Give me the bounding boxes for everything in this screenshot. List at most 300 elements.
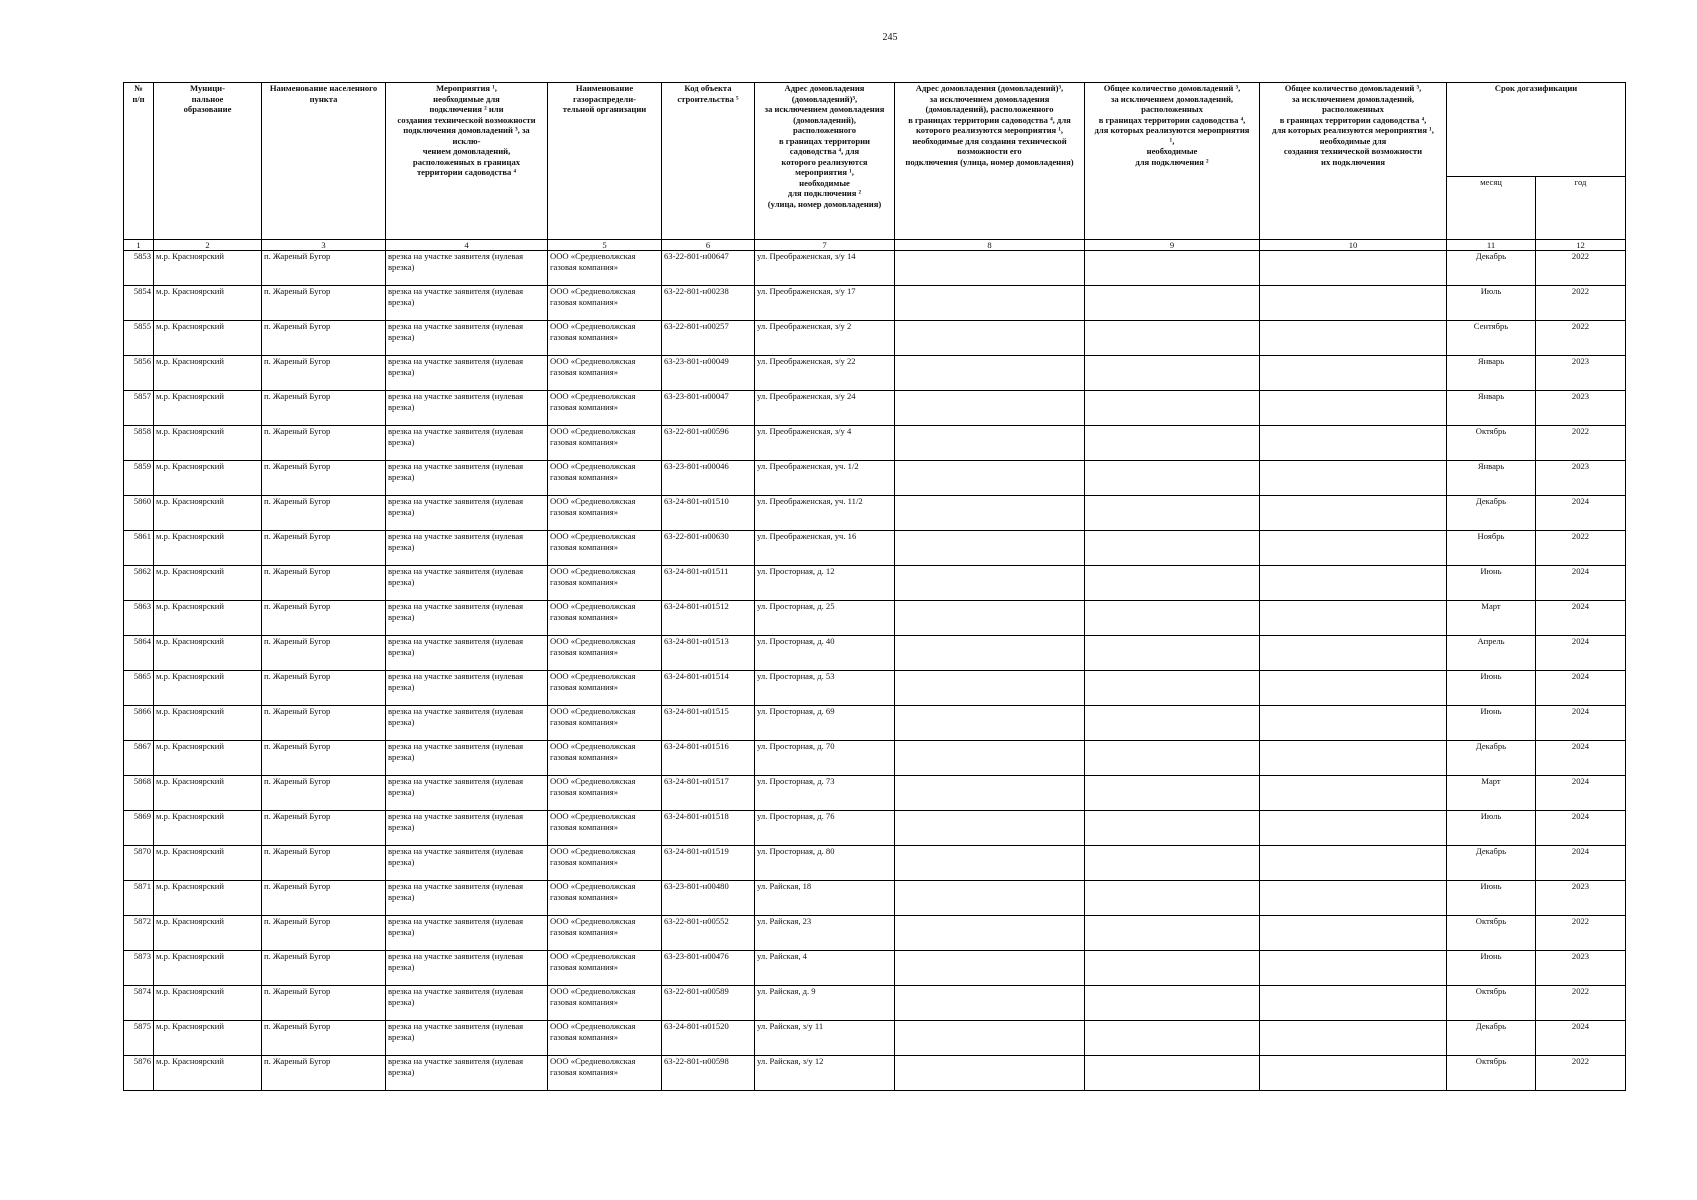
address-technical-cell xyxy=(895,356,1085,391)
table-row xyxy=(124,636,1626,671)
address-technical-cell xyxy=(895,426,1085,461)
organization-cell: ООО «Средневолжская газовая компания» xyxy=(548,426,662,461)
address-technical-cell xyxy=(895,321,1085,356)
settlement-cell: п. Жареный Бугор xyxy=(262,251,386,286)
organization-cell: ООО «Средневолжская газовая компания» xyxy=(548,391,662,426)
count-technical-cell xyxy=(1260,531,1447,566)
address-technical-cell xyxy=(895,286,1085,321)
month-cell: Декабрь xyxy=(1447,251,1536,286)
address-cell: ул. Райская, з/у 12 xyxy=(755,1056,895,1091)
address-technical-cell xyxy=(895,566,1085,601)
address-technical-cell xyxy=(895,986,1085,1021)
month-cell: Декабрь xyxy=(1447,846,1536,881)
organization-cell: ООО «Средневолжская газовая компания» xyxy=(548,846,662,881)
count-connection-cell xyxy=(1085,636,1260,671)
row-number: 5875 xyxy=(124,1021,154,1056)
count-technical-cell xyxy=(1260,776,1447,811)
settlement-cell: п. Жареный Бугор xyxy=(262,356,386,391)
event-cell: врезка на участке заявителя (нулевая врезка) xyxy=(386,986,548,1021)
count-connection-cell xyxy=(1085,356,1260,391)
month-cell: Март xyxy=(1447,601,1536,636)
object-code-cell: 63-22-801-н00630 xyxy=(662,531,755,566)
header-row xyxy=(124,83,1626,177)
municipality-cell: м.р. Красноярский xyxy=(154,496,262,531)
address-technical-cell xyxy=(895,776,1085,811)
count-connection-cell xyxy=(1085,916,1260,951)
column-number: 10 xyxy=(1260,240,1447,251)
count-technical-cell xyxy=(1260,846,1447,881)
address-cell: ул. Преображенская, уч. 1/2 xyxy=(755,461,895,496)
count-connection-cell xyxy=(1085,426,1260,461)
address-technical-cell xyxy=(895,461,1085,496)
settlement-cell: п. Жареный Бугор xyxy=(262,846,386,881)
header-object-code: Код объекта строительства ⁵ xyxy=(662,83,755,240)
table-row xyxy=(124,706,1626,741)
municipality-cell: м.р. Красноярский xyxy=(154,1021,262,1056)
row-number: 5859 xyxy=(124,461,154,496)
year-cell: 2023 xyxy=(1536,461,1626,496)
object-code-cell: 63-24-801-н01515 xyxy=(662,706,755,741)
year-cell: 2024 xyxy=(1536,636,1626,671)
table-row xyxy=(124,811,1626,846)
table-row xyxy=(124,916,1626,951)
count-technical-cell xyxy=(1260,426,1447,461)
table-row xyxy=(124,286,1626,321)
table-row xyxy=(124,881,1626,916)
address-technical-cell xyxy=(895,601,1085,636)
organization-cell: ООО «Средневолжская газовая компания» xyxy=(548,566,662,601)
count-technical-cell xyxy=(1260,916,1447,951)
organization-cell: ООО «Средневолжская газовая компания» xyxy=(548,916,662,951)
event-cell: врезка на участке заявителя (нулевая врезка) xyxy=(386,741,548,776)
organization-cell: ООО «Средневолжская газовая компания» xyxy=(548,461,662,496)
month-cell: Январь xyxy=(1447,391,1536,426)
settlement-cell: п. Жареный Бугор xyxy=(262,496,386,531)
event-cell: врезка на участке заявителя (нулевая врезка) xyxy=(386,356,548,391)
month-cell: Июль xyxy=(1447,811,1536,846)
object-code-cell: 63-22-801-н00598 xyxy=(662,1056,755,1091)
year-cell: 2024 xyxy=(1536,776,1626,811)
month-cell: Июнь xyxy=(1447,671,1536,706)
column-number: 2 xyxy=(154,240,262,251)
settlement-cell: п. Жареный Бугор xyxy=(262,391,386,426)
object-code-cell: 63-24-801-н01513 xyxy=(662,636,755,671)
count-technical-cell xyxy=(1260,706,1447,741)
object-code-cell: 63-22-801-н00238 xyxy=(662,286,755,321)
year-cell: 2024 xyxy=(1536,846,1626,881)
row-number: 5863 xyxy=(124,601,154,636)
column-number: 3 xyxy=(262,240,386,251)
column-number: 1 xyxy=(124,240,154,251)
month-cell: Октябрь xyxy=(1447,426,1536,461)
table-row xyxy=(124,531,1626,566)
address-technical-cell xyxy=(895,531,1085,566)
table-row xyxy=(124,391,1626,426)
month-cell: Октябрь xyxy=(1447,916,1536,951)
address-technical-cell xyxy=(895,1056,1085,1091)
organization-cell: ООО «Средневолжская газовая компания» xyxy=(548,706,662,741)
organization-cell: ООО «Средневолжская газовая компания» xyxy=(548,986,662,1021)
organization-cell: ООО «Средневолжская газовая компания» xyxy=(548,951,662,986)
object-code-cell: 63-23-801-н00480 xyxy=(662,881,755,916)
object-code-cell: 63-22-801-н00552 xyxy=(662,916,755,951)
municipality-cell: м.р. Красноярский xyxy=(154,531,262,566)
settlement-cell: п. Жареный Бугор xyxy=(262,531,386,566)
address-cell: ул. Преображенская, уч. 16 xyxy=(755,531,895,566)
address-technical-cell xyxy=(895,706,1085,741)
count-technical-cell xyxy=(1260,1021,1447,1056)
count-technical-cell xyxy=(1260,636,1447,671)
month-cell: Ноябрь xyxy=(1447,531,1536,566)
address-technical-cell xyxy=(895,881,1085,916)
address-technical-cell xyxy=(895,391,1085,426)
gasification-table xyxy=(123,82,1626,1091)
header-events: Мероприятия ¹, необходимые для подключения ² или создания технической возможности подключения домовладений ³, за исклю- чением домовладений, расположенных в границах территории садоводства ⁴ xyxy=(386,83,548,240)
month-cell: Октябрь xyxy=(1447,986,1536,1021)
table-row xyxy=(124,986,1626,1021)
event-cell: врезка на участке заявителя (нулевая врезка) xyxy=(386,1056,548,1091)
address-cell: ул. Просторная, д. 25 xyxy=(755,601,895,636)
year-cell: 2024 xyxy=(1536,706,1626,741)
settlement-cell: п. Жареный Бугор xyxy=(262,776,386,811)
municipality-cell: м.р. Красноярский xyxy=(154,426,262,461)
month-cell: Июль xyxy=(1447,286,1536,321)
month-cell: Сентябрь xyxy=(1447,321,1536,356)
table-row xyxy=(124,601,1626,636)
header-number: № п/п xyxy=(124,83,154,240)
count-connection-cell xyxy=(1085,531,1260,566)
count-connection-cell xyxy=(1085,391,1260,426)
row-number: 5868 xyxy=(124,776,154,811)
object-code-cell: 63-22-801-н00596 xyxy=(662,426,755,461)
address-cell: ул. Просторная, д. 73 xyxy=(755,776,895,811)
count-technical-cell xyxy=(1260,881,1447,916)
count-technical-cell xyxy=(1260,986,1447,1021)
row-number: 5858 xyxy=(124,426,154,461)
event-cell: врезка на участке заявителя (нулевая врезка) xyxy=(386,251,548,286)
municipality-cell: м.р. Красноярский xyxy=(154,566,262,601)
row-number: 5866 xyxy=(124,706,154,741)
count-technical-cell xyxy=(1260,496,1447,531)
count-technical-cell xyxy=(1260,951,1447,986)
settlement-cell: п. Жареный Бугор xyxy=(262,811,386,846)
year-cell: 2022 xyxy=(1536,321,1626,356)
object-code-cell: 63-24-801-н01516 xyxy=(662,741,755,776)
object-code-cell: 63-24-801-н01517 xyxy=(662,776,755,811)
settlement-cell: п. Жареный Бугор xyxy=(262,461,386,496)
object-code-cell: 63-24-801-н01520 xyxy=(662,1021,755,1056)
column-number-row xyxy=(124,240,1626,251)
settlement-cell: п. Жареный Бугор xyxy=(262,916,386,951)
table-row xyxy=(124,566,1626,601)
organization-cell: ООО «Средневолжская газовая компания» xyxy=(548,321,662,356)
table-row xyxy=(124,426,1626,461)
address-technical-cell xyxy=(895,636,1085,671)
object-code-cell: 63-24-801-н01518 xyxy=(662,811,755,846)
row-number: 5871 xyxy=(124,881,154,916)
municipality-cell: м.р. Красноярский xyxy=(154,916,262,951)
address-cell: ул. Райская, з/у 11 xyxy=(755,1021,895,1056)
address-cell: ул. Просторная, д. 69 xyxy=(755,706,895,741)
settlement-cell: п. Жареный Бугор xyxy=(262,636,386,671)
event-cell: врезка на участке заявителя (нулевая врезка) xyxy=(386,671,548,706)
header-address-technical: Адрес домовладения (домовладений)³, за исключением домовладения (домовладений), расположенного в границах территории садоводства ⁴, для которого реализуются мероприятия ¹, необходимые для создания технической возможности его подключения (улица, номер домовладения) xyxy=(895,83,1085,240)
month-cell: Июнь xyxy=(1447,881,1536,916)
event-cell: врезка на участке заявителя (нулевая врезка) xyxy=(386,496,548,531)
count-connection-cell xyxy=(1085,776,1260,811)
header-organization: Наименование газораспредели- тельной организации xyxy=(548,83,662,240)
month-cell: Март xyxy=(1447,776,1536,811)
municipality-cell: м.р. Красноярский xyxy=(154,1056,262,1091)
row-number: 5854 xyxy=(124,286,154,321)
address-cell: ул. Просторная, д. 40 xyxy=(755,636,895,671)
row-number: 5869 xyxy=(124,811,154,846)
organization-cell: ООО «Средневолжская газовая компания» xyxy=(548,636,662,671)
year-cell: 2022 xyxy=(1536,286,1626,321)
settlement-cell: п. Жареный Бугор xyxy=(262,286,386,321)
event-cell: врезка на участке заявителя (нулевая врезка) xyxy=(386,601,548,636)
header-count-connection: Общее количество домовладений ³, за исключением домовладений, расположенных в границах территории садоводства ⁴, для которых реализуются мероприятия ¹, необходимые для подключения ² xyxy=(1085,83,1260,240)
count-connection-cell xyxy=(1085,286,1260,321)
column-number: 12 xyxy=(1536,240,1626,251)
row-number: 5874 xyxy=(124,986,154,1021)
organization-cell: ООО «Средневолжская газовая компания» xyxy=(548,741,662,776)
address-technical-cell xyxy=(895,496,1085,531)
count-technical-cell xyxy=(1260,811,1447,846)
count-technical-cell xyxy=(1260,286,1447,321)
year-cell: 2024 xyxy=(1536,601,1626,636)
row-number: 5862 xyxy=(124,566,154,601)
year-cell: 2023 xyxy=(1536,356,1626,391)
row-number: 5876 xyxy=(124,1056,154,1091)
event-cell: врезка на участке заявителя (нулевая врезка) xyxy=(386,321,548,356)
address-technical-cell xyxy=(895,1021,1085,1056)
table-row xyxy=(124,671,1626,706)
count-connection-cell xyxy=(1085,496,1260,531)
year-cell: 2022 xyxy=(1536,531,1626,566)
address-cell: ул. Преображенская, уч. 11/2 xyxy=(755,496,895,531)
organization-cell: ООО «Средневолжская газовая компания» xyxy=(548,531,662,566)
row-number: 5870 xyxy=(124,846,154,881)
row-number: 5865 xyxy=(124,671,154,706)
address-cell: ул. Преображенская, з/у 4 xyxy=(755,426,895,461)
address-cell: ул. Преображенская, з/у 17 xyxy=(755,286,895,321)
organization-cell: ООО «Средневолжская газовая компания» xyxy=(548,251,662,286)
header-month: месяц xyxy=(1447,176,1536,239)
organization-cell: ООО «Средневолжская газовая компания» xyxy=(548,356,662,391)
row-number: 5864 xyxy=(124,636,154,671)
table-row xyxy=(124,951,1626,986)
month-cell: Июнь xyxy=(1447,566,1536,601)
event-cell: врезка на участке заявителя (нулевая врезка) xyxy=(386,531,548,566)
table-row xyxy=(124,356,1626,391)
settlement-cell: п. Жареный Бугор xyxy=(262,986,386,1021)
count-connection-cell xyxy=(1085,671,1260,706)
municipality-cell: м.р. Красноярский xyxy=(154,881,262,916)
row-number: 5855 xyxy=(124,321,154,356)
event-cell: врезка на участке заявителя (нулевая врезка) xyxy=(386,426,548,461)
year-cell: 2023 xyxy=(1536,951,1626,986)
organization-cell: ООО «Средневолжская газовая компания» xyxy=(548,496,662,531)
address-cell: ул. Райская, 18 xyxy=(755,881,895,916)
address-cell: ул. Преображенская, з/у 24 xyxy=(755,391,895,426)
address-cell: ул. Просторная, д. 53 xyxy=(755,671,895,706)
address-cell: ул. Преображенская, з/у 14 xyxy=(755,251,895,286)
month-cell: Январь xyxy=(1447,356,1536,391)
row-number: 5853 xyxy=(124,251,154,286)
object-code-cell: 63-24-801-н01510 xyxy=(662,496,755,531)
page-number: 245 xyxy=(882,32,898,43)
count-technical-cell xyxy=(1260,741,1447,776)
month-cell: Декабрь xyxy=(1447,496,1536,531)
organization-cell: ООО «Средневолжская газовая компания» xyxy=(548,286,662,321)
month-cell: Декабрь xyxy=(1447,1021,1536,1056)
table-row xyxy=(124,496,1626,531)
address-technical-cell xyxy=(895,671,1085,706)
count-connection-cell xyxy=(1085,251,1260,286)
count-connection-cell xyxy=(1085,881,1260,916)
year-cell: 2022 xyxy=(1536,251,1626,286)
column-number: 6 xyxy=(662,240,755,251)
count-technical-cell xyxy=(1260,461,1447,496)
year-cell: 2023 xyxy=(1536,391,1626,426)
year-cell: 2022 xyxy=(1536,1056,1626,1091)
object-code-cell: 63-24-801-н01519 xyxy=(662,846,755,881)
event-cell: врезка на участке заявителя (нулевая врезка) xyxy=(386,916,548,951)
event-cell: врезка на участке заявителя (нулевая врезка) xyxy=(386,461,548,496)
organization-cell: ООО «Средневолжская газовая компания» xyxy=(548,671,662,706)
table-row xyxy=(124,1021,1626,1056)
count-technical-cell xyxy=(1260,321,1447,356)
municipality-cell: м.р. Красноярский xyxy=(154,741,262,776)
year-cell: 2022 xyxy=(1536,986,1626,1021)
object-code-cell: 63-24-801-н01511 xyxy=(662,566,755,601)
object-code-cell: 63-23-801-н00049 xyxy=(662,356,755,391)
organization-cell: ООО «Средневолжская газовая компания» xyxy=(548,601,662,636)
settlement-cell: п. Жареный Бугор xyxy=(262,566,386,601)
object-code-cell: 63-23-801-н00046 xyxy=(662,461,755,496)
municipality-cell: м.р. Красноярский xyxy=(154,636,262,671)
object-code-cell: 63-22-801-н00647 xyxy=(662,251,755,286)
address-cell: ул. Просторная, д. 12 xyxy=(755,566,895,601)
count-technical-cell xyxy=(1260,566,1447,601)
object-code-cell: 63-24-801-н01512 xyxy=(662,601,755,636)
row-number: 5857 xyxy=(124,391,154,426)
municipality-cell: м.р. Красноярский xyxy=(154,671,262,706)
event-cell: врезка на участке заявителя (нулевая врезка) xyxy=(386,636,548,671)
month-cell: Июнь xyxy=(1447,706,1536,741)
address-cell: ул. Райская, д. 9 xyxy=(755,986,895,1021)
row-number: 5873 xyxy=(124,951,154,986)
address-technical-cell xyxy=(895,846,1085,881)
event-cell: врезка на участке заявителя (нулевая врезка) xyxy=(386,391,548,426)
year-cell: 2023 xyxy=(1536,881,1626,916)
count-connection-cell xyxy=(1085,1056,1260,1091)
month-cell: Апрель xyxy=(1447,636,1536,671)
settlement-cell: п. Жареный Бугор xyxy=(262,321,386,356)
event-cell: врезка на участке заявителя (нулевая врезка) xyxy=(386,706,548,741)
count-connection-cell xyxy=(1085,461,1260,496)
count-connection-cell xyxy=(1085,741,1260,776)
table-row xyxy=(124,251,1626,286)
organization-cell: ООО «Средневолжская газовая компания» xyxy=(548,811,662,846)
column-number: 9 xyxy=(1085,240,1260,251)
event-cell: врезка на участке заявителя (нулевая врезка) xyxy=(386,776,548,811)
municipality-cell: м.р. Красноярский xyxy=(154,391,262,426)
event-cell: врезка на участке заявителя (нулевая врезка) xyxy=(386,286,548,321)
header-year: год xyxy=(1536,176,1626,239)
settlement-cell: п. Жареный Бугор xyxy=(262,1021,386,1056)
table-row xyxy=(124,461,1626,496)
address-technical-cell xyxy=(895,916,1085,951)
row-number: 5856 xyxy=(124,356,154,391)
count-connection-cell xyxy=(1085,601,1260,636)
municipality-cell: м.р. Красноярский xyxy=(154,356,262,391)
settlement-cell: п. Жареный Бугор xyxy=(262,426,386,461)
address-technical-cell xyxy=(895,951,1085,986)
row-number: 5861 xyxy=(124,531,154,566)
event-cell: врезка на участке заявителя (нулевая врезка) xyxy=(386,811,548,846)
organization-cell: ООО «Средневолжская газовая компания» xyxy=(548,1021,662,1056)
column-number: 5 xyxy=(548,240,662,251)
table-row xyxy=(124,846,1626,881)
organization-cell: ООО «Средневолжская газовая компания» xyxy=(548,881,662,916)
column-number: 11 xyxy=(1447,240,1536,251)
month-cell: Июнь xyxy=(1447,951,1536,986)
address-technical-cell xyxy=(895,251,1085,286)
municipality-cell: м.р. Красноярский xyxy=(154,286,262,321)
municipality-cell: м.р. Красноярский xyxy=(154,776,262,811)
count-connection-cell xyxy=(1085,986,1260,1021)
count-connection-cell xyxy=(1085,1021,1260,1056)
count-technical-cell xyxy=(1260,391,1447,426)
row-number: 5872 xyxy=(124,916,154,951)
header-count-technical: Общее количество домовладений ³, за исключением домовладений, расположенных в границах территории садоводства ⁴, для которых реализуются мероприятия ¹, необходимые для создания технической возможности их подключения xyxy=(1260,83,1447,240)
table-row xyxy=(124,1056,1626,1091)
organization-cell: ООО «Средневолжская газовая компания» xyxy=(548,776,662,811)
event-cell: врезка на участке заявителя (нулевая врезка) xyxy=(386,1021,548,1056)
header-municipality: Муници- пальное образование xyxy=(154,83,262,240)
count-technical-cell xyxy=(1260,601,1447,636)
year-cell: 2024 xyxy=(1536,671,1626,706)
count-technical-cell xyxy=(1260,1056,1447,1091)
municipality-cell: м.р. Красноярский xyxy=(154,461,262,496)
address-technical-cell xyxy=(895,811,1085,846)
address-cell: ул. Райская, 23 xyxy=(755,916,895,951)
table-row xyxy=(124,321,1626,356)
address-technical-cell xyxy=(895,741,1085,776)
object-code-cell: 63-23-801-н00047 xyxy=(662,391,755,426)
month-cell: Январь xyxy=(1447,461,1536,496)
year-cell: 2022 xyxy=(1536,426,1626,461)
count-technical-cell xyxy=(1260,356,1447,391)
municipality-cell: м.р. Красноярский xyxy=(154,986,262,1021)
column-number: 4 xyxy=(386,240,548,251)
count-connection-cell xyxy=(1085,811,1260,846)
table-row xyxy=(124,741,1626,776)
settlement-cell: п. Жареный Бугор xyxy=(262,671,386,706)
table-row xyxy=(124,776,1626,811)
municipality-cell: м.р. Красноярский xyxy=(154,321,262,356)
object-code-cell: 63-24-801-н01514 xyxy=(662,671,755,706)
month-cell: Декабрь xyxy=(1447,741,1536,776)
municipality-cell: м.р. Красноярский xyxy=(154,951,262,986)
count-connection-cell xyxy=(1085,951,1260,986)
month-cell: Октябрь xyxy=(1447,1056,1536,1091)
row-number: 5867 xyxy=(124,741,154,776)
settlement-cell: п. Жареный Бугор xyxy=(262,706,386,741)
object-code-cell: 63-22-801-н00257 xyxy=(662,321,755,356)
